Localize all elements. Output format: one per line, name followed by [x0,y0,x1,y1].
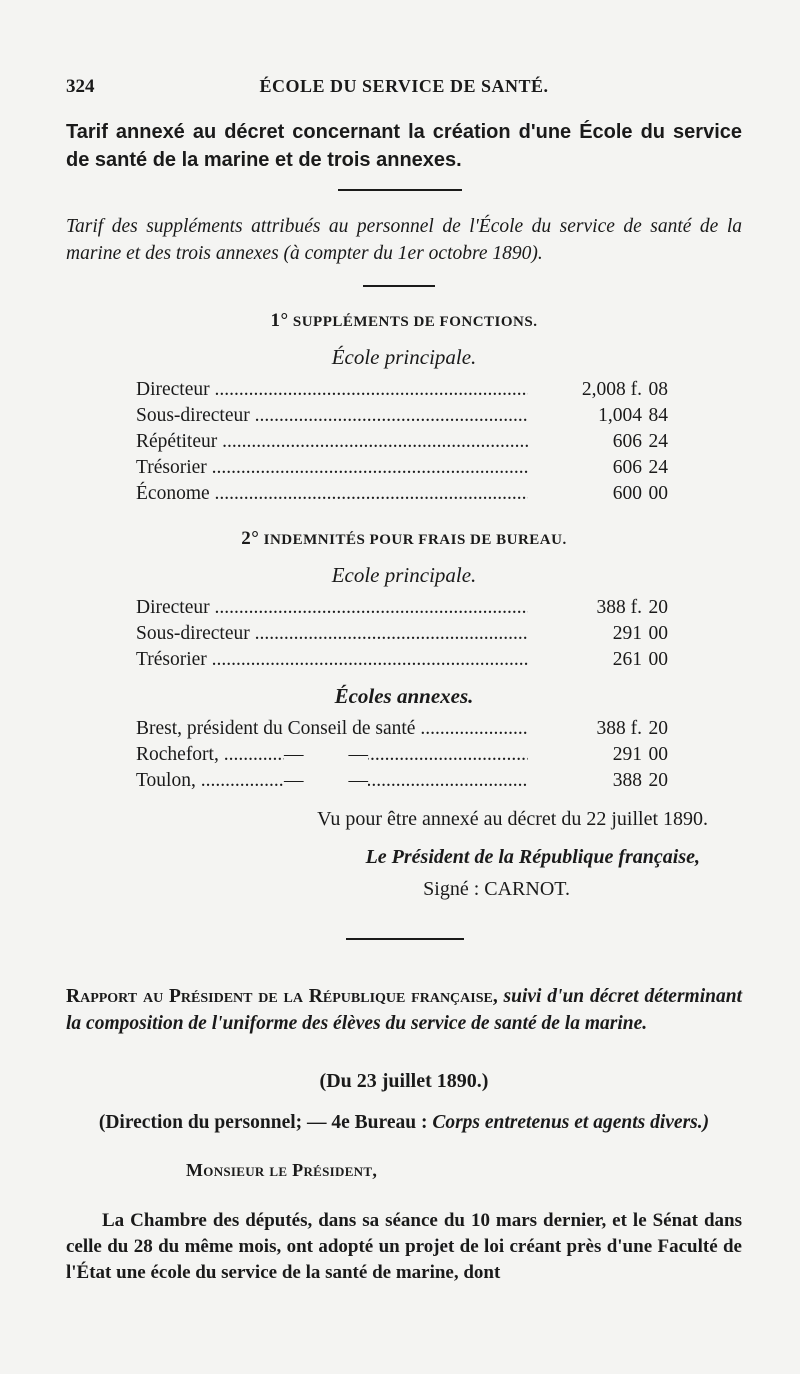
running-header [66,76,742,98]
running-title: ÉCOLE DU SERVICE DE SANTÉ. [259,76,549,96]
report-heading-italic: suivi d'un décret déterminant la composition de l'uniforme des élèves du service de santé de la marine. [66,986,742,1034]
table-row [136,377,668,403]
row-centimes: 24 [642,455,668,481]
row-label: Directeur ..... [136,595,528,621]
row-centimes: 20 [642,716,668,742]
report-heading-caps: Rapport au Président de la République française, [66,986,498,1007]
table-row [136,647,668,673]
section2-heading [66,528,742,550]
row-centimes: 00 [642,742,668,768]
row-francs: 606 [528,455,642,481]
section1-number: 1° [270,310,289,331]
row-centimes: 84 [642,403,668,429]
row-francs: 388 f. [528,595,642,621]
section1-title: SUPPLÉMENTS DE FONCTIONS. [292,314,538,330]
direction-italic: Corps entretenus et agents divers.) [432,1112,710,1133]
ditto-marks [284,742,368,768]
row-label: Trésorier ..... [136,647,528,673]
ditto-marks [284,768,368,794]
row-centimes: 00 [642,621,668,647]
row-centimes: 00 [642,647,668,673]
signer-title: Le Président de la République française, [365,846,700,868]
table-row [136,768,668,794]
salutation: Monsieur le Président, [186,1160,378,1180]
ditto-mark: — [284,770,304,791]
report-direction [66,1112,742,1134]
row-label: Sous-directeur ..... [136,403,528,429]
row-centimes: 00 [642,481,668,507]
row-francs: 261 [528,647,642,673]
row-francs: 388 f. [528,716,642,742]
row-label: Rochefort, ..... [136,742,528,768]
row-label: Économe ..... [136,481,528,507]
row-label: Répétiteur ..... [136,429,528,455]
section2-subheading: Ecole principale. [331,563,477,587]
section1-heading [66,310,742,332]
section1-subheading: École principale. [331,345,477,369]
row-francs: 291 [528,742,642,768]
row-label: Brest, président du Conseil de santé ..... [136,716,528,742]
document-title: Tarif annexé au décret concernant la création d'une École du service de santé de la marine et de trois annexes. [66,121,742,171]
page-number: 324 [66,76,95,97]
table-row [136,481,668,507]
divider [346,938,464,940]
section2-number: 2° [241,528,260,549]
row-francs: 600 [528,481,642,507]
row-centimes: 20 [642,768,668,794]
table-row [136,621,668,647]
row-francs: 2,008 f. [528,377,642,403]
row-centimes: 20 [642,595,668,621]
report-heading [66,983,742,1037]
annexes-subheading: Écoles annexes. [334,684,474,708]
direction-label: (Direction du personnel; — 4e Bureau : [98,1112,433,1133]
row-label: Directeur ..... [136,377,528,403]
ditto-mark: — [348,744,368,765]
report-date: (Du 23 juillet 1890.) [319,1070,489,1092]
tariff-subtitle: Tarif des suppléments attribués au personnel de l'École du service de santé de la marine et des trois annexes (à compter du 1er octobre 1890). [66,216,742,264]
table-row [136,742,668,768]
row-francs: 1,004 [528,403,642,429]
row-francs: 606 [528,429,642,455]
row-label: Toulon, ..... [136,768,528,794]
annex-note: Vu pour être annexé au décret du 22 juillet 1890. [317,808,708,830]
table-row [136,455,668,481]
table-row [136,716,668,742]
report-body: La Chambre des députés, dans sa séance du 10 mars dernier, et le Sénat dans celle du 28 du même mois, ont adopté un projet de loi créant près d'une Faculté de l'État une école du service de la santé de marine, dont [66,1210,742,1283]
ditto-mark: — [284,744,304,765]
row-centimes: 24 [642,429,668,455]
divider [338,189,462,191]
table-row [136,429,668,455]
table-row [136,403,668,429]
ditto-mark: — [348,770,368,791]
table-row [136,595,668,621]
row-centimes: 08 [642,377,668,403]
row-label: Sous-directeur ..... [136,621,528,647]
row-francs: 291 [528,621,642,647]
section2-title: INDEMNITÉS POUR FRAIS DE BUREAU. [263,532,567,548]
row-francs: 388 [528,768,642,794]
row-label: Trésorier ..... [136,455,528,481]
divider [363,285,435,287]
signature: Signé : CARNOT. [423,878,570,900]
